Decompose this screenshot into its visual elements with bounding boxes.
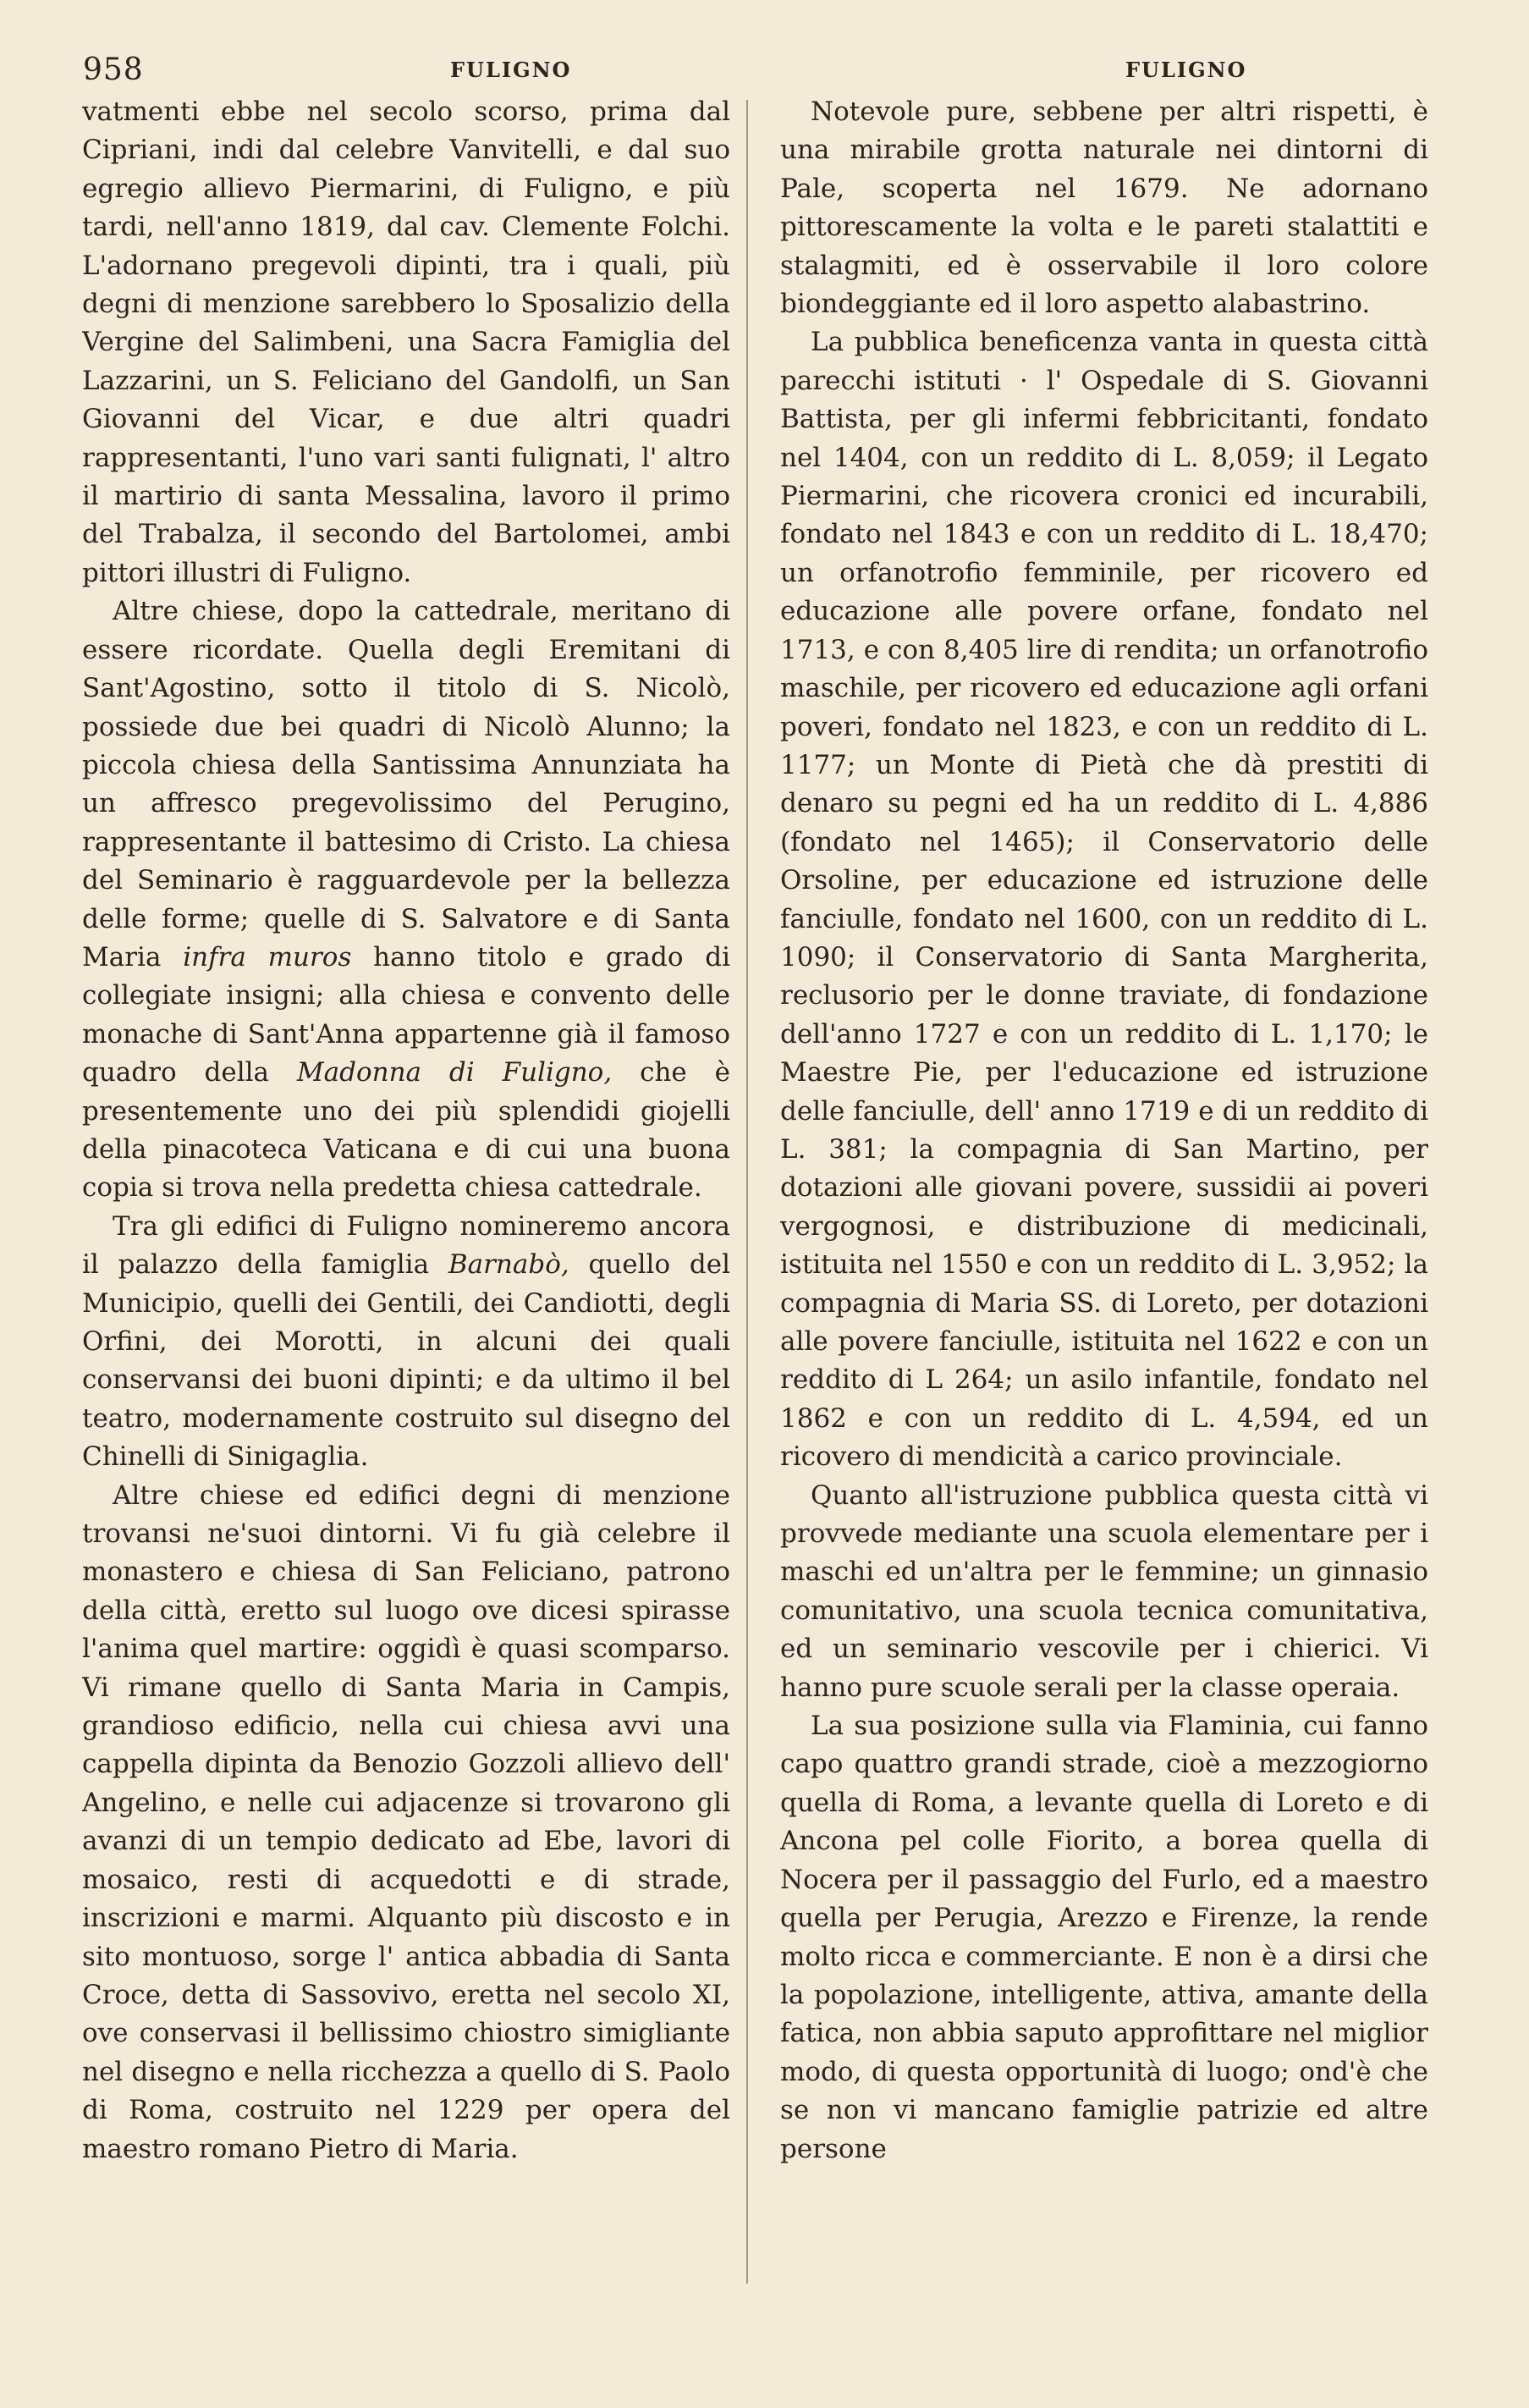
paragraph: [82, 93, 730, 592]
italic-text: Madonna di Fuligno,: [296, 1057, 613, 1088]
text-run: La sua posizione sulla via Flaminia, cui fanno capo quattro grandi strade, cioè a mezzogiorno quella di Roma, a levante quella di Loreto e di Ancona pel colle Fiorito, a borea quella di Nocera per il passaggio del Furlo, ed a maestro quella per Perugia, Arezzo e Firenze, la rende molto ricca e commerciante. E non è a dirsi che la popolazione, intelligente, attiva, amante della fatica, non abbia saputo approfittare nel miglior modo, di questa opportunità di luogo; ond'è che se non vi mancano famiglie patrizie ed altre persone: [780, 1711, 1428, 2164]
text-run: Altre chiese ed edifici degni di menzione trovansi ne'suoi dintorni. Vi fu già celebre il monastero e chiesa di San Feliciano, patrono della città, eretto sul luogo ove dicesi spirasse l'anima quel martire: oggidì è quasi scomparso. Vi rimane quello di Santa Maria in Campis, grandioso edificio, nella cui chiesa avvi una cappella dipinta da Benozio Gozzoli allievo dell' Angelino, e nelle cui adjacenze si trovarono gli avanzi di un tempio dedicato ad Ebe, lavori di mosaico, resti di acquedotti e di strade, inscrizioni e marmi. Alquanto più discosto e in sito montuoso, sorge l' antica abbadia di Santa Croce, detta di Sassovivo, eretta nel secolo XI, ove conservasi il bellissimo chiostro simigliante nel disegno e nella ricchezza a quello di S. Paolo di Roma, costruito nel 1229 per opera del maestro romano Pietro di Maria.: [82, 1480, 730, 2164]
left-column: [82, 93, 730, 2340]
paragraph: [780, 1477, 1428, 1707]
text-run: Notevole pure, sebbene per altri rispetti, è una mirabile grotta naturale nei dintorni di Pale, scoperta nel 1679. Ne adornano pittorescamente la volta e le pareti stalattiti e stalagmiti, ed è osservabile il loro colore biondeggiante ed il loro aspetto alabastrino.: [780, 96, 1428, 320]
italic-text: Barnabò,: [448, 1249, 569, 1281]
paragraph: [780, 93, 1428, 323]
right-column: [780, 93, 1428, 2340]
paragraph: [780, 1707, 1428, 2168]
text-run: Tra gli edifici di Fuligno nomineremo ancora il palazzo della famiglia: [82, 1210, 730, 1281]
text-run: hanno titolo e grado di collegiate insigni; alla chiesa e convento delle monache di Sant'Anna appartenne già il famoso quadro della: [82, 941, 730, 1088]
page-number: 958: [83, 52, 144, 87]
text-run: che è presentemente uno dei più splendidi giojelli della pinacoteca Vaticana e di cui una buona copia si trova nella predetta chiesa cattedrale.: [82, 1057, 730, 1204]
running-head-left: FULIGNO: [450, 58, 572, 82]
text-run: La pubblica beneficenza vanta in questa città parecchi istituti · l' Ospedale di S. Giovanni Battista, per gli infermi febbricitanti, fondato nel 1404, con un reddito di L. 8,059; il Legato Piermarini, che ricovera cronici ed incurabili, fondato nel 1843 e con un reddito di L. 18,470; un orfanotrofio femminile, per ricovero ed educazione alle povere orfane, fondato nel 1713, e con 8,405 lire di rendita; un orfanotrofio maschile, per ricovero ed educazione agli orfani poveri, fondato nel 1823, e con un reddito di L. 1177; un Monte di Pietà che dà prestiti di denaro su pegni ed ha un reddito di L. 4,886 (fondato nel 1465); il Conservatorio delle Orsoline, per educazione ed istruzione delle fanciulle, fondato nel 1600, con un reddito di L. 1090; il Conservatorio di Santa Margherita, reclusorio per le donne traviate, di fondazione dell'anno 1727 e con un reddito di L. 1,170; le Maestre Pie, per l'educazione ed istruzione delle fanciulle, dell' anno 1719 e di un reddito di L. 381; la compagnia di San Martino, per dotazioni alle giovani povere, sussidii ai poveri vergognosi, e distribuzione di medicinali, istituita nel 1550 e con un reddito di L. 3,952; la compagnia di Maria SS. di Loreto, per dotazioni alle povere fanciulle, istituita nel 1622 e con un reddito di L 264; un asilo infantile, fondato nel 1862 e con un reddito di L. 4,594, ed un ricovero di mendicità a carico provinciale.: [780, 327, 1428, 1473]
text-run: Altre chiese, dopo la cattedrale, meritano di essere ricordate. Quella degli Eremitani di Sant'Agostino, sotto il titolo di S. Nicolò, possiede due bei quadri di Nicolò Alunno; la piccola chiesa della Santissima Annunziata ha un affresco pregevolissimo del Perugino, rappresentante il battesimo di Cristo. La chiesa del Seminario è ragguardevole per la bellezza delle forme; quelle di S. Salvatore e di Santa Maria: [82, 596, 730, 973]
text-run: Quanto all'istruzione pubblica questa città vi provvede mediante una scuola elementare per i maschi ed un'altra per le femmine; un ginnasio comunitativo, una scuola tecnica comunitativa, ed un seminario vescovile per i chierici. Vi hanno pure scuole serali per la classe operaia.: [780, 1480, 1428, 1703]
paragraph: [82, 1477, 730, 2168]
text-run: vatmenti ebbe nel secolo scorso, prima dal Cipriani, indi dal celebre Vanvitelli, e dal suo egregio allievo Piermarini, di Fuligno, e più tardi, nell'anno 1819, dal cav. Clemente Folchi. L'adornano pregevoli dipinti, tra i quali, più degni di menzione sarebbero lo Sposalizio della Vergine del Salimbeni, una Sacra Famiglia del Lazzarini, un S. Feliciano del Gandolfi, un San Giovanni del Vicar, e due altri quadri rappresentanti, l'uno vari santi fulignati, l' altro il martirio di santa Messalina, lavoro il primo del Trabalza, il secondo del Bartolomei, ambi pittori illustri di Fuligno.: [82, 96, 730, 588]
paragraph: [780, 323, 1428, 1476]
page-header: [68, 49, 1464, 90]
italic-text: infra muros: [183, 941, 352, 973]
running-head-right: FULIGNO: [1125, 58, 1247, 82]
column-divider: [746, 100, 748, 2284]
paragraph: [82, 592, 730, 1208]
text-run: quello del Municipio, quelli dei Gentili, dei Candiotti, degli Orfini, dei Morotti, in alcuni dei quali conservansi dei buoni dipinti; e da ultimo il bel teatro, modernamente costruito sul disegno del Chinelli di Sinigaglia.: [82, 1249, 730, 1473]
paragraph: [82, 1208, 730, 1477]
